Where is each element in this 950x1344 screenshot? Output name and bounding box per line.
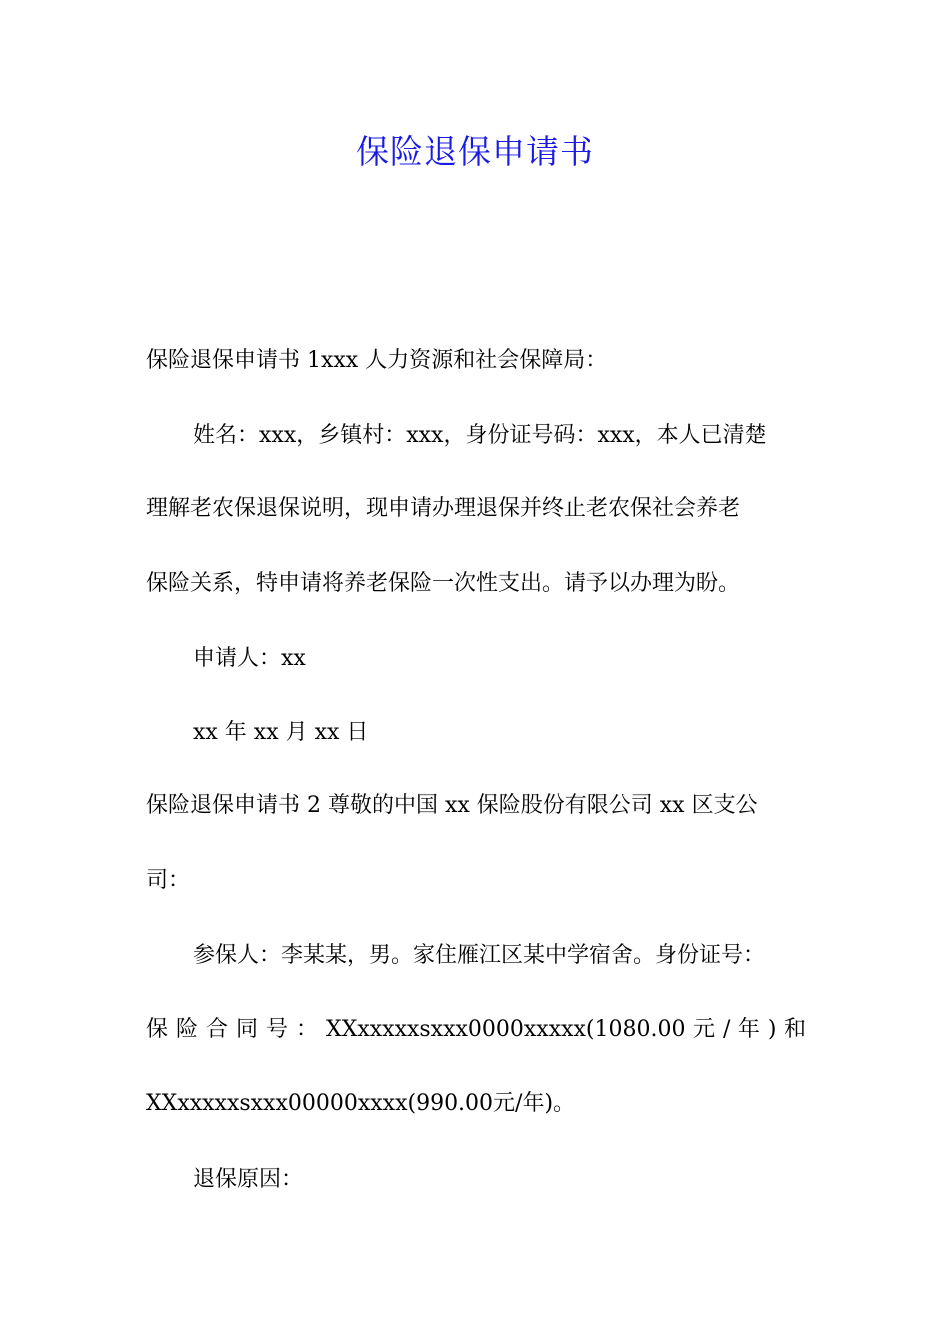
surrender-reason-label: 退保原因： bbox=[193, 1167, 304, 1192]
paragraph-line: 理解老农保退保说明，现申请办理退保并终止老农保社会养老 bbox=[146, 496, 741, 521]
second-letter-heading-continuation: 司： bbox=[146, 868, 191, 893]
paragraph-line: 保险关系，特申请将养老保险一次性支出。请予以办理为盼。 bbox=[146, 571, 741, 596]
policy-number-line: 保 险 合 同 号 ： XXxxxxxsxxx0000xxxxx(1080.00 元 / 年 ) 和 bbox=[146, 1017, 806, 1042]
date-line: xx 年 xx 月 xx 日 bbox=[193, 720, 369, 745]
applicant-line: 申请人：xx bbox=[193, 646, 306, 671]
first-letter-heading: 保险退保申请书 1xxx 人力资源和社会保障局： bbox=[146, 348, 608, 373]
second-letter-heading: 保险退保申请书 2 尊敬的中国 xx 保险股份有限公司 xx 区支公 bbox=[146, 793, 758, 818]
document-title: 保险退保申请书 bbox=[356, 132, 594, 171]
paragraph-line: 姓名：xxx，乡镇村：xxx，身份证号码：xxx，本人已清楚 bbox=[193, 423, 767, 448]
insured-person-line: 参保人：李某某，男。家住雁江区某中学宿舍。身份证号： bbox=[193, 943, 766, 968]
policy-number-line-continuation: XXxxxxxsxxx00000xxxx(990.00元/年)。 bbox=[146, 1091, 576, 1116]
